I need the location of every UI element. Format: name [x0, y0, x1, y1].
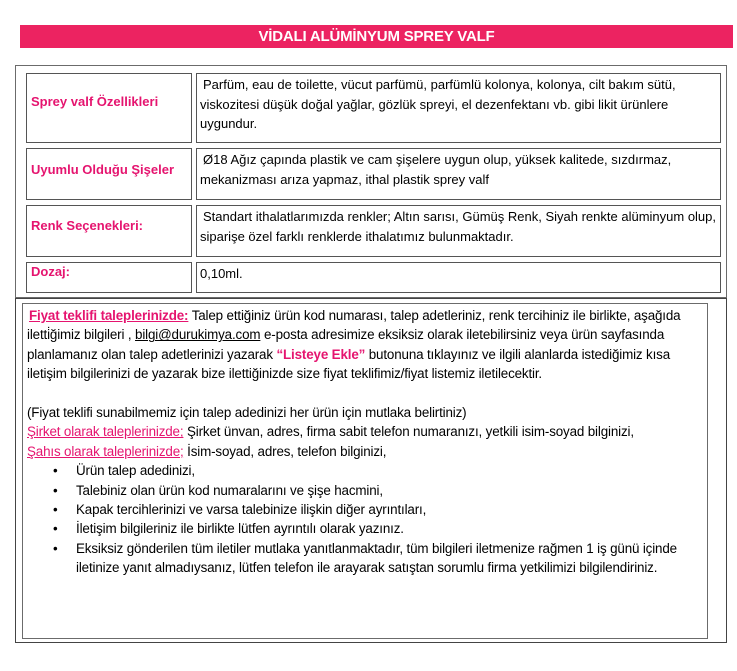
notice-note: (Fiyat teklifi sunabilmemiz için talep adedinizi her ürün için mutlaka belirtiniz) — [27, 405, 467, 421]
spec-value: 0,10ml. — [200, 266, 243, 281]
spec-label-cell — [26, 205, 192, 257]
requirements-list — [27, 461, 707, 577]
company-text: Şirket ünvan, adres, firma sabit telefon numaranızı, yetkili isim-soyad bilginizi, — [183, 424, 634, 440]
list-item — [27, 461, 707, 480]
list-item-text: İletişim bilgileriniz ile birlikte lütfen ayrıntılı olarak yazınız. — [76, 521, 404, 537]
list-item — [27, 481, 707, 500]
spec-label-cell — [26, 73, 192, 143]
spec-value: Parfüm, eau de toilette, vücut parfümü, parfümlü kolonya, kolonya, cilt bakım sütü, viskozitesi düşük doğal yağlar, gözlük spreyi, el dezenfektanı vb. gibi likit ürünlere uygundur. — [200, 77, 676, 131]
spec-label: Uyumlu Olduğu Şişeler — [31, 162, 175, 177]
spec-label-cell — [26, 148, 192, 200]
spec-label-cell — [26, 262, 192, 293]
list-item-text: Kapak tercihlerinizi ve varsa talebinize ilişkin diğer ayrıntıları, — [76, 502, 427, 518]
list-item-text: Ürün talep adedinizi, — [76, 463, 195, 479]
personal-request-line — [27, 442, 707, 461]
bullet-icon: • — [53, 521, 58, 537]
list-item — [27, 539, 707, 578]
bullet-icon: • — [53, 502, 58, 518]
notice-intro-part2: e-posta adresimize eksiksiz olarak iletebilirsiniz veya ürün sayfasında planlamanız olan talep adetlerinizi yazarak — [27, 327, 665, 362]
spec-value-cell — [196, 205, 721, 257]
notice-intro-part3: butonuna tıklayınız ve ilgili alanlarda istediğimiz kısa iletişim bilgilerinizi de yazarak bize ilettiğinizde size fiyat teklifimiz/fiyat listemiz iletilecektir. — [27, 346, 670, 382]
spec-value: Standart ithalatlarımızda renkler; Altın sarısı, Gümüş Renk, Siyah renkte alüminyum olup, siparişe özel farklı renklerde ithalatımız bulunmaktadır. — [200, 209, 717, 244]
notice-heading: Fiyat teklifi taleplerinizde: — [29, 308, 189, 323]
notice-text — [27, 306, 707, 578]
list-item-text: Eksiksiz gönderilen tüm iletiler mutlaka yanıtlanmaktadır, tüm bilgileri iletmenize rağmen 1 iş günü içinde iletinize yanıt almadıysanız, lütfen telefon ile arayarak satıştan sorumlu firma yetkilimizi bilgilendiriniz. — [76, 540, 677, 576]
email-link[interactable]: bilgi@durukimya.com — [135, 327, 261, 343]
company-request-line — [27, 422, 707, 441]
spec-label: Sprey valf Özellikleri — [31, 94, 159, 109]
add-to-list-reference: “Listeye Ekle” — [276, 346, 366, 362]
quote-request-notice — [22, 303, 708, 639]
spec-value: Ø18 Ağız çapında plastik ve cam şişelere uygun olup, yüksek kalitede, sızdırmaz, mekanizması arıza yapmaz, ithal plastik sprey valf — [200, 152, 672, 187]
page-title-banner — [20, 25, 733, 48]
page-title: VİDALI ALÜMİNYUM SPREY VALF — [258, 28, 495, 45]
personal-label: Şahıs olarak taleplerinizde; — [27, 443, 184, 459]
bullet-icon: • — [53, 540, 58, 556]
spacer — [27, 384, 707, 403]
spec-label: Dozaj: — [31, 264, 70, 279]
list-item-text: Talebiniz olan ürün kod numaralarını ve şişe hacmini, — [76, 482, 383, 498]
notice-intro-part1: Talep ettiğiniz ürün kod numarası, talep adetleriniz, renk tercihiniz ile birlikte, aşağıda iletti̇ğimiz bilgileri , — [27, 308, 681, 343]
list-item — [27, 519, 707, 538]
list-item — [27, 500, 707, 519]
spec-value-cell — [196, 262, 721, 293]
spec-value-cell — [196, 148, 721, 200]
spec-table — [15, 65, 727, 298]
personal-text: İsim-soyad, adres, telefon bilginizi, — [183, 443, 387, 459]
spec-label: Renk Seçenekleri: — [31, 218, 144, 233]
notice-intro — [27, 306, 707, 384]
bullet-icon: • — [53, 463, 58, 479]
company-label: Şirket olarak taleplerinizde; — [27, 424, 184, 440]
bullet-icon: • — [53, 482, 58, 498]
spec-value-cell — [196, 73, 721, 143]
